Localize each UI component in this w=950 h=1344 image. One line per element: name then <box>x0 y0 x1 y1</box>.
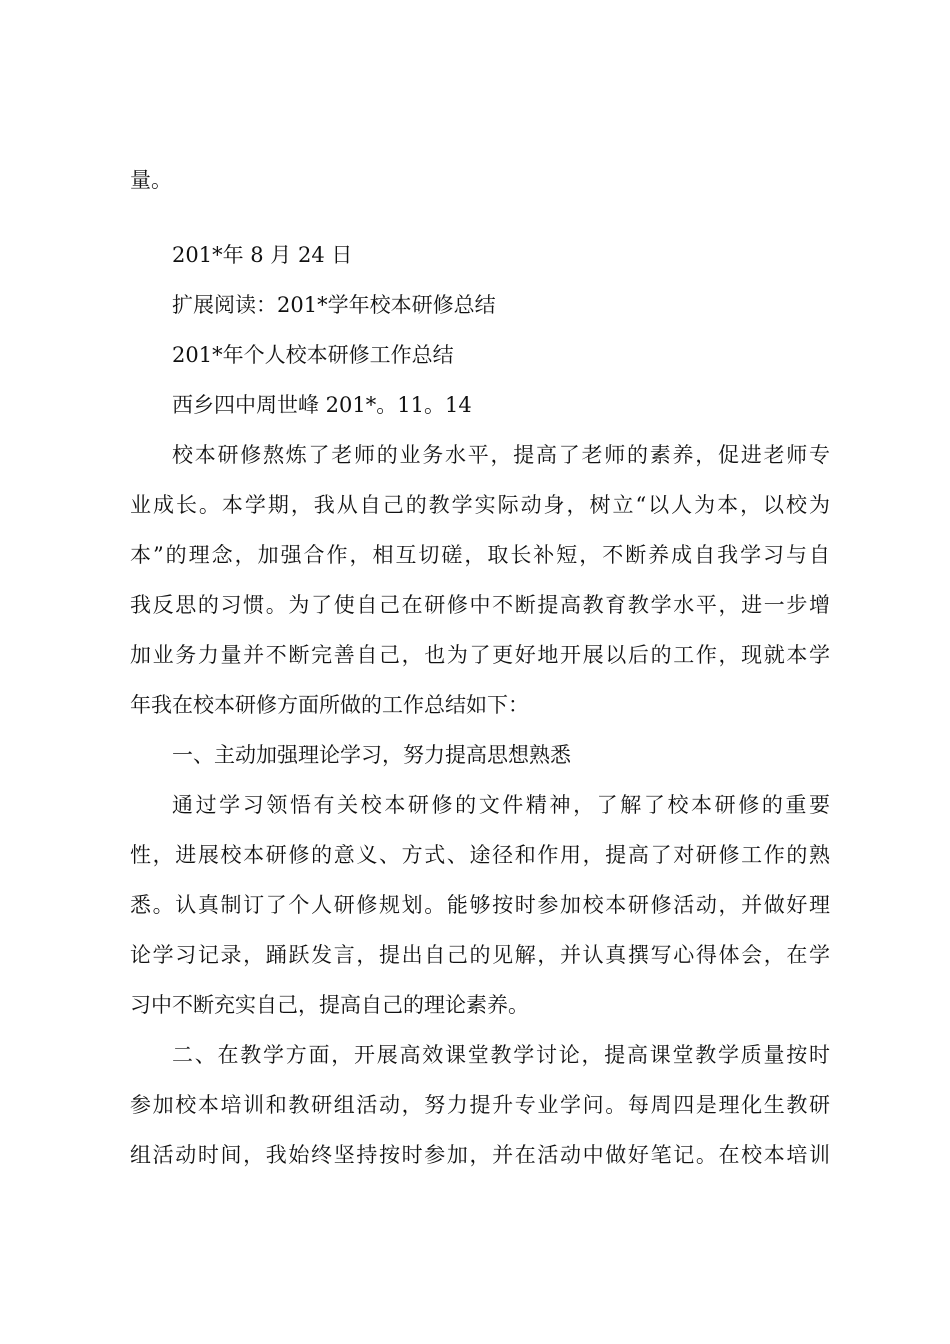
date-line: 201*年 8 月 24 日 <box>172 243 353 267</box>
paragraph-line: 习中不断充实自己，提高自己的理论素养。 <box>130 993 529 1017</box>
section-heading: 一、主动加强理论学习，努力提高思想熟悉 <box>172 743 571 767</box>
paragraph-line: 加业务力量并不断完善自己，也为了更好地开展以后的工作，现就本学 <box>130 643 830 667</box>
paragraph-line: 我反思的习惯。为了使自己在研修中不断提高教育教学水平，进一步增 <box>130 593 830 617</box>
paragraph-line: 本”的理念，加强合作，相互切磋，取长补短，不断养成自我学习与自 <box>130 543 830 567</box>
author-line: 西乡四中周世峰 201*。11。14 <box>172 393 472 417</box>
document-title: 201*年个人校本研修工作总结 <box>172 343 454 367</box>
paragraph-line: 组活动时间，我始终坚持按时参加，并在活动中做好笔记。在校本培训 <box>130 1143 830 1167</box>
paragraph-line: 参加校本培训和教研组活动，努力提升专业学问。每周四是理化生教研 <box>130 1093 830 1117</box>
paragraph-line: 业成长。本学期，我从自己的教学实际动身，树立“以人为本，以校为 <box>130 493 830 517</box>
paragraph-line: 校本研修熬炼了老师的业务水平，提高了老师的素养，促进老师专 <box>172 443 830 467</box>
paragraph-line: 通过学习领悟有关校本研修的文件精神，了解了校本研修的重要 <box>172 793 830 817</box>
paragraph-line: 年我在校本研修方面所做的工作总结如下： <box>130 693 529 717</box>
extended-reading-line: 扩展阅读：201*学年校本研修总结 <box>172 293 496 317</box>
paragraph-line: 悉。认真制订了个人研修规划。能够按时参加校本研修活动，并做好理 <box>130 893 830 917</box>
text-line: 量。 <box>130 168 172 192</box>
paragraph-line: 性，进展校本研修的意义、方式、途径和作用，提高了对研修工作的熟 <box>130 843 830 867</box>
paragraph-line: 二、在教学方面，开展高效课堂教学讨论，提高课堂教学质量按时 <box>172 1043 830 1067</box>
paragraph-line: 论学习记录，踊跃发言，提出自己的见解，并认真撰写心得体会，在学 <box>130 943 830 967</box>
